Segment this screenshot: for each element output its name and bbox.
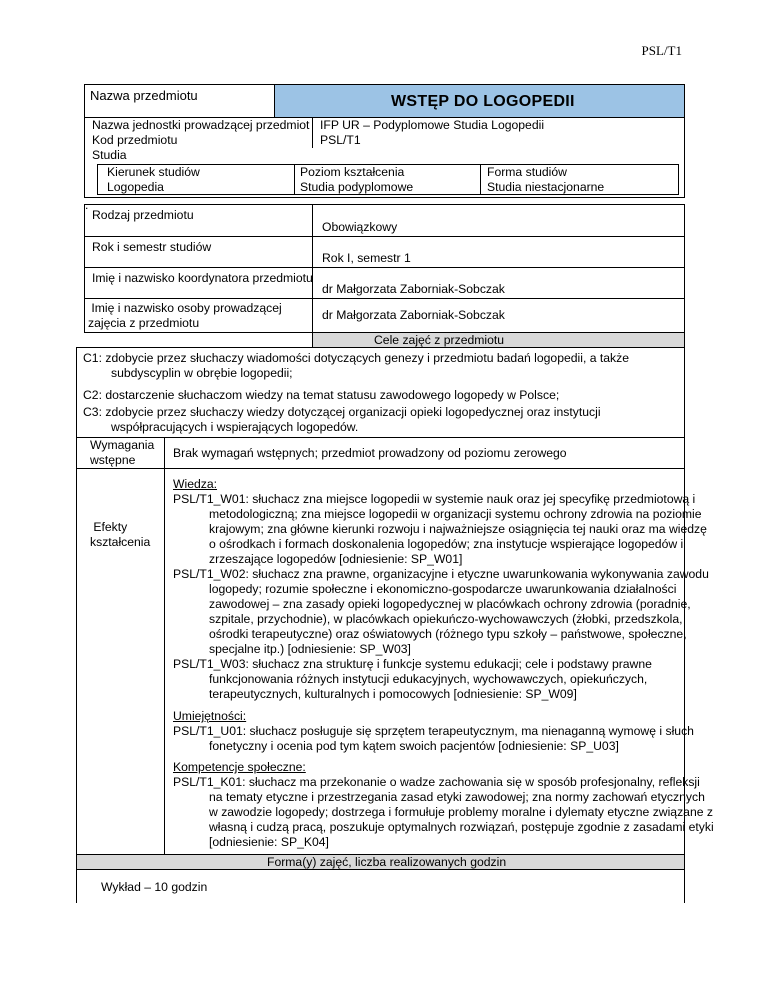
goal-c1: C1: zdobycie przez słuchaczy wiadomości dotyczących genezy i przedmiotu badań logopedii, a także subdyscyplin w obrębie logopedii; bbox=[83, 351, 630, 380]
competences-k01: PSL/T1_K01: słuchacz ma przekonanie o wadze zachowania się w sposób profesjonalny, refleksji na tematy etyczne i przestrzegania zasad etyki zawodowej; zna normy zachowań etycznych w zawodzie logopedy; dostrzega i formułuje problemy moralne i dylematy etyczne związane z własną i cudzą pracą, poszukuje optymalnych rozwiązań, postępuje zgodnie z zasadami etyki [odniesienie: SP_K04] bbox=[173, 775, 714, 849]
subject-title: WSTĘP DO LOGOPEDII bbox=[391, 93, 575, 110]
goals-header: Cele zajęć z przedmiotu bbox=[374, 333, 505, 347]
unit-label: Nazwa jednostki prowadzącej przedmiot bbox=[92, 118, 310, 132]
knowledge-title: Wiedza: bbox=[173, 477, 218, 491]
goals-cell bbox=[76, 347, 685, 438]
forms-header: Forma(y) zajęć, liczba realizowanych godzin bbox=[267, 855, 507, 869]
coordinator-value: dr Małgorzata Zaborniak-Sobczak bbox=[322, 282, 505, 296]
instructor-label-line2: zajęcia z przedmiotu bbox=[88, 316, 200, 330]
studies-header-level: Poziom kształcenia bbox=[300, 165, 405, 179]
forms-header-cell bbox=[76, 854, 685, 870]
detail-row-border-3 bbox=[84, 298, 685, 299]
requirements-label-line1: Wymagania bbox=[90, 438, 155, 452]
forms-value: Wykład – 10 godzin bbox=[101, 880, 208, 894]
type-value: Obowiązkowy bbox=[322, 220, 398, 234]
subject-title-cell bbox=[274, 84, 685, 118]
coordinator-label: Imię i nazwisko koordynatora przedmiotu bbox=[92, 271, 313, 285]
skills-title: Umiejętności: bbox=[173, 709, 247, 723]
stray-dot: . bbox=[85, 198, 89, 212]
subject-name-label: Nazwa przedmiotu bbox=[90, 88, 198, 103]
requirements-label-line2: wstępne bbox=[90, 453, 136, 467]
studies-divider-1 bbox=[294, 164, 295, 195]
competences-title: Kompetencje społeczne: bbox=[173, 760, 306, 774]
knowledge-w01: PSL/T1_W01: słuchacz zna miejsce logopedii w systemie nauk oraz jej specyfikę przedmiotową i metodologiczną; zna miejsce logopedii w organizacji systemu ochrony zdrowia na poziomie krajowym; zna główne kierunki rozwoju i najważniejsze osiągnięcia tej nauki oraz ma wiedzę o ośrodkach i formach doskonalenia logopedów; zna instytucje wspierające logopedów i zrzeszające logopedów [odniesienie: SP_W01] bbox=[173, 492, 707, 566]
knowledge-w02: PSL/T1_W02: słuchacz zna prawne, organizacyjne i etyczne uwarunkowania wykonywania zawodu logopedy; rozumie społeczne i ekonomiczno-gospodarcze uwarunkowania działalności zawodowej – zna zasady opieki logopedycznej w placówkach ochrony zdrowia (poradnie, szpitale, przychodnie), w placówkach opiekuńczo-wychowawczych (żłobki, przedszkola, ośrodki terapeutyczne) oraz oświatowych (różnego typu szkoły – państwowe, społeczne, specjalne itp.) [odniesienie: SP_W03] bbox=[173, 567, 709, 656]
detail-row-border-2 bbox=[84, 267, 685, 268]
requirements-label-cell bbox=[76, 437, 165, 469]
goal-c3: C3: zdobycie przez słuchaczy wiedzy dotyczącej organizacji opieki logopedycznej oraz instytucji współpracujących i wspierających logopedów. bbox=[83, 405, 601, 434]
studies-header-form: Forma studiów bbox=[487, 165, 567, 179]
studies-header-field: Kierunek studiów bbox=[107, 165, 200, 179]
outcomes-label-cell bbox=[76, 468, 165, 855]
skills-u01: PSL/T1_U01: słuchacz posługuje się sprzętem terapeutycznym, ma nienaganną wymowę i słuch fonetyczny i ocenia pod tym kątem swoich pacjentów [odniesienie: SP_U03] bbox=[173, 724, 694, 753]
requirements-value-cell bbox=[164, 437, 685, 469]
studies-label: Studia bbox=[92, 148, 127, 162]
instructor-label-line1: Imię i nazwisko osoby prowadzącej bbox=[88, 301, 282, 315]
outcomes-label-line2: kształcenia bbox=[90, 535, 151, 549]
detail-vertical-divider bbox=[312, 204, 313, 333]
outcomes-label-line1: Efekty bbox=[90, 520, 128, 534]
outcomes-value-cell bbox=[164, 468, 714, 855]
year-value: Rok I, semestr 1 bbox=[322, 251, 411, 265]
requirements-value: Brak wymagań wstępnych; przedmiot prowadzony od poziomu zerowego bbox=[173, 446, 567, 460]
type-label: Rodzaj przedmiotu bbox=[92, 208, 194, 222]
studies-value-form: Studia niestacjonarne bbox=[487, 180, 605, 194]
studies-value-field: Logopedia bbox=[107, 180, 164, 194]
year-label: Rok i semestr studiów bbox=[92, 240, 212, 254]
code-label: Kod przedmiotu bbox=[92, 133, 178, 147]
forms-right-border bbox=[684, 869, 685, 903]
detail-row-border-1 bbox=[84, 236, 685, 237]
info-vertical-divider bbox=[312, 117, 313, 148]
instructor-value: dr Małgorzata Zaborniak-Sobczak bbox=[322, 308, 505, 322]
document-code: PSL/T1 bbox=[641, 43, 682, 58]
studies-value-level: Studia podyplomowe bbox=[300, 180, 414, 194]
knowledge-w03: PSL/T1_W03: słuchacz zna strukturę i funkcje systemu edukacji; cele i podstawy prawne funkcjonowania różnych instytucji edukacyjnych, wychowawczych, opiekuńczych, terapeutycznych, kulturalnych i pomocowych [odniesienie: SP_W09] bbox=[173, 657, 652, 701]
goal-c2: C2: dostarczenie słuchaczom wiedzy na temat statusu zawodowego logopedy w Polsce; bbox=[83, 388, 560, 402]
code-value: PSL/T1 bbox=[320, 133, 361, 147]
forms-left-border bbox=[76, 869, 77, 903]
unit-value: IFP UR – Podyplomowe Studia Logopedii bbox=[320, 118, 545, 132]
subject-name-label-cell bbox=[84, 84, 275, 118]
goals-header-cell bbox=[312, 332, 685, 348]
studies-divider-2 bbox=[480, 164, 481, 195]
